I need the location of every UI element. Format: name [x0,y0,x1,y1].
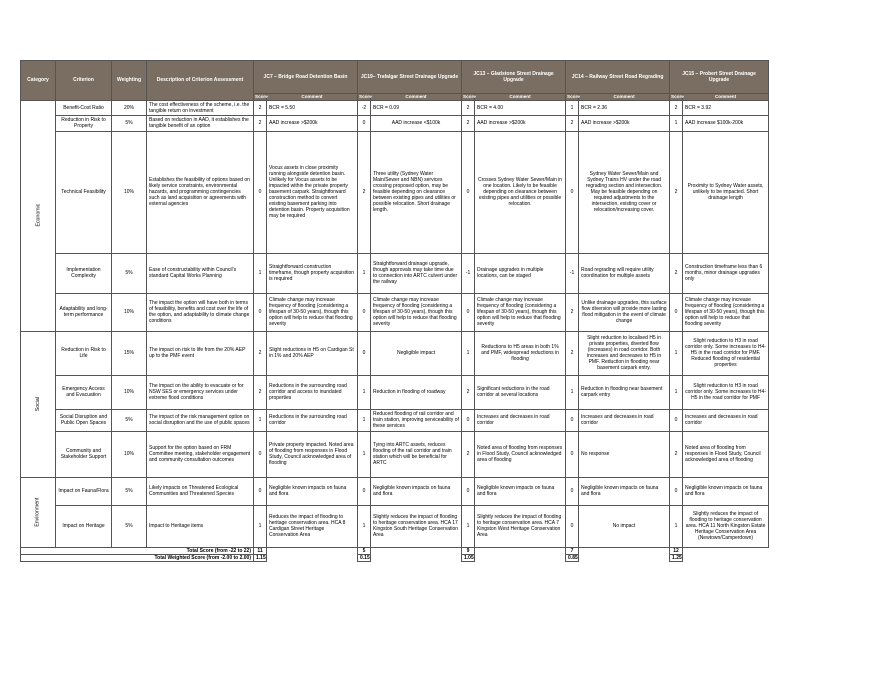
comment-cell: Increases and decreases in road corridor [475,409,566,431]
comment-cell: Tying into ARTC assets, reduces flooding of the rail corridor and train station which will be beneficial for ARTC [371,431,462,477]
option-header: JC15 – Probert Street Drainage Upgrade [670,61,769,94]
comment-cell: Noted area of flooding from responses in Flood Study, Council acknowledged area of flooding [475,431,566,477]
score-cell: 2 [566,115,579,131]
description-cell: The impact the option will have both in terms of feasibility, benefits and cost over the life of the option, and adaptability to climate change conditions [147,293,254,331]
option-header: JC14 – Railway Street Road Regrading [566,61,670,94]
comment-cell: Reduction in flooding near basement carpark entry [579,375,670,409]
description-cell: The impact of the risk management option on social disruption and the use of public spaces [147,409,254,431]
comment-cell: No response [579,431,670,477]
table-row [21,293,769,331]
category-label: Environment [34,497,41,527]
score-cell: 1 [670,375,683,409]
score-cell: 1 [254,253,267,293]
score-cell: 1 [358,431,371,477]
score-cell: 0 [254,293,267,331]
comment-cell: BCR = 5.50 [267,100,358,115]
comment-cell: Road regrading will require utility coordination for multiple assets [579,253,670,293]
weighting-cell: 20% [112,100,147,115]
weighting-cell: 15% [112,331,147,375]
comment-cell: Negligible known impacts on fauna and flora [475,477,566,505]
comment-cell: Slight reduction to H3 in road corridor only. Some increases to H4-H5 in the road corridor for PMF. Reduced flooding of residential properties [683,331,769,375]
comment-cell: Slight reductions in H5 on Cardigan St in 1% and 20% AEP [267,331,358,375]
weighting-cell: 5% [112,253,147,293]
comment-cell: Negligible known impacts on fauna and flora [683,477,769,505]
score-subheader: Score [463,94,476,99]
comment-subheader: Comment [475,94,566,101]
table-footer [21,547,769,561]
comment-cell: Climate change may increase frequency of flooding (considering a lifespan of 30-50 years), though this option will help to reduce that flooding severity [683,293,769,331]
score-cell: 2 [462,115,475,131]
score-cell: 2 [462,100,475,115]
criterion-cell: Community and Stakeholder Support [56,431,112,477]
category-cell [21,477,56,547]
table-body [21,100,769,547]
score-cell: 1 [462,505,475,547]
score-cell: 1 [358,253,371,293]
score-subheader: Score [671,94,684,99]
category-header: Category [21,61,56,101]
score-cell: 1 [462,331,475,375]
score-cell: 2 [670,100,683,115]
score-cell: 0 [462,477,475,505]
spacer [371,554,462,561]
comment-cell: Vocus assets in close proximity running alongside detention basin. Unlikely for Vocus assets to be impacted within the private property basement carpark. Straightforward construction method to convert existing basement parking into detention basin. Property acquisition may be required [267,131,358,253]
comment-cell: Straightforward construction timeframe, though property acquisition is required [267,253,358,293]
total-score: 9 [462,547,475,554]
comment-cell: Drainage upgrades in multiple locations, can be staged [475,253,566,293]
score-cell: 2 [566,293,579,331]
comment-cell: Negligible known impacts on fauna and flora [267,477,358,505]
description-cell: The impact on the ability to evacuate or for NSW SES or emergency services under extreme flood conditions [147,375,254,409]
comment-cell: Climate change may increase frequency of flooding (considering a lifespan of 30-50 years), though this option will help to reduce that flooding severity [475,293,566,331]
score-cell: 0 [566,131,579,253]
score-cell: 1 [670,115,683,131]
weighted-score-row [21,554,769,561]
score-cell: 1 [358,409,371,431]
score-subheader: Score [567,94,580,99]
comment-cell: AAD increase $100k-200k [683,115,769,131]
spacer [267,554,358,561]
spacer [579,554,670,561]
score-cell: 0 [462,409,475,431]
comment-cell: BCR = 2.36 [579,100,670,115]
weighting-cell: 5% [112,505,147,547]
criterion-cell: Reduction in Risk to Life [56,331,112,375]
score-cell: 1 [254,409,267,431]
score-cell: 1 [566,375,579,409]
table-row [21,477,769,505]
table-row [21,409,769,431]
table-row [21,505,769,547]
option-header: JC19– Trafalgar Street Drainage Upgrade [358,61,462,94]
score-cell: 2 [462,375,475,409]
criterion-cell: Impact on Fauna/Flora [56,477,112,505]
description-cell: Impact to Heritage items [147,505,254,547]
mca-table [20,60,769,562]
comment-cell: Crosses Sydney Water Sewer/Main in one location. Likely to be feasible depending on clearance between existing pipes and utilities or possible relocation. [475,131,566,253]
comment-cell: Increases and decreases in road corridor [579,409,670,431]
score-cell: 0 [462,293,475,331]
score-cell: 2 [254,375,267,409]
comment-cell: Slightly reduces the impact of flooding to heritage conservation area. HCA 17 Kingston South Heritage Conservation Area [371,505,462,547]
weighted-score-label: Total Weighted Score (from -2.00 to 2.00) [21,554,254,561]
score-cell: 0 [358,115,371,131]
score-cell: 0 [566,409,579,431]
table-row [21,431,769,477]
comment-cell: Reduced flooding of rail corridor and train station, improving serviceability of these services [371,409,462,431]
criterion-cell: Benefit-Cost Ratio [56,100,112,115]
score-cell: 0 [566,477,579,505]
comment-cell: Noted area of flooding from responses in Flood Study, Council acknowledged area of flooding [683,431,769,477]
score-cell: 0 [670,409,683,431]
comment-cell: Proximity to Sydney Water assets, unlikely to be impacted. Short drainage length [683,131,769,253]
comment-cell: Negligible known impacts on fauna and flora [579,477,670,505]
comment-cell: Reductions in the surrounding road corridor [267,409,358,431]
score-cell: 0 [670,477,683,505]
comment-cell: Slightly reduces the impact of flooding to heritage conservation area. HCA 11 North Kingston Estate Heritage Conservation Area (Newtown/Camperdown) [683,505,769,547]
description-cell: Establishes the feasibility of options based on likely service constraints, environmental hazards, and programming contingencies such as land acquisition or agreements with external agencies [147,131,254,253]
comment-subheader: Comment [683,94,769,101]
weighting-cell: 5% [112,115,147,131]
comment-cell: BCR = 3.92 [683,100,769,115]
score-subheader: Score [359,94,372,99]
comment-cell: Construction timeframe less than 6 months, minor drainage upgrades only [683,253,769,293]
comment-cell: Climate change may increase frequency of flooding (considering a lifespan of 30-50 years), though this option will help to reduce that flooding severity [371,293,462,331]
comment-subheader: Comment [267,94,358,101]
score-cell: 0 [566,505,579,547]
comment-cell: No impact [579,505,670,547]
score-cell: 1 [358,505,371,547]
spacer [371,547,462,554]
comment-cell: Reductions to H5 areas in both 1% and PMF, widespread reductions in flooding [475,331,566,375]
option-header: JC7 – Bridge Road Detention Basin [254,61,358,94]
comment-cell: Unlike drainage upgrades, this surface flow diversion will provide more lasting flood mitigation in the event of climate change [579,293,670,331]
comment-cell: Climate change may increase frequency of flooding (considering a lifespan of 30-50 years), though this option will help to reduce that flooding severity [267,293,358,331]
table-header [21,61,769,101]
comment-subheader: Comment [371,94,462,101]
spacer [683,547,769,554]
description-cell: Support for the option based on FRM Committee meeting, stakeholder engagement and community consultation outcomes [147,431,254,477]
weighting-cell: 10% [112,375,147,409]
table-row [21,253,769,293]
comment-cell: Three utility (Sydney Water Main/Sewer and NBN) services crossing proposed option, may be feasible depending on clearance between existing pipes and utilities or possible relocation. Short drainage length. [371,131,462,253]
spacer [267,547,358,554]
score-cell: 0 [254,477,267,505]
criterion-cell: Impact on Heritage [56,505,112,547]
criterion-header: Criterion [56,61,112,101]
criterion-cell: Implementation Complexity [56,253,112,293]
total-score: 11 [254,547,267,554]
score-cell: 2 [254,100,267,115]
description-header: Description of Criterion Assessment [147,61,254,101]
comment-cell: Negligible known impacts on fauna and flora [371,477,462,505]
comment-subheader: Comment [579,94,670,101]
score-cell: 0 [462,131,475,253]
weighting-cell: 5% [112,477,147,505]
score-cell: 1 [254,505,267,547]
criterion-cell: Reduction in Risk to Property [56,115,112,131]
criterion-cell: Technical Feasibility [56,131,112,253]
weighted-score: 1.25 [670,554,683,561]
score-cell: 0 [358,331,371,375]
description-cell: Based on reduction in AAD, it establishes the tangible benefit of an option [147,115,254,131]
total-score-label: Total Score (from -22 to 22) [21,547,254,554]
comment-cell: Slight reduction to localised H5 in private properties, diverted flow (increases) in road corridor. Both increases and decreases to H5 in PMF. Reduction in flooding near basement carpark entry. [579,331,670,375]
table-row [21,375,769,409]
comment-cell: AAD increase >$200k [475,115,566,131]
table-row [21,100,769,115]
comment-cell: Straightforward drainage upgrade, though approvals may take time due to connection into ARTC culvert under the railway [371,253,462,293]
spacer [475,547,566,554]
total-score-row [21,547,769,554]
comment-cell: Increases and decreases in road corridor [683,409,769,431]
criterion-cell: Adaptability and long-term performance [56,293,112,331]
score-cell: 1 [566,100,579,115]
category-cell [21,100,56,331]
table-row [21,115,769,131]
score-cell: 2 [358,131,371,253]
comment-cell: AAD increase >$200k [267,115,358,131]
weighted-score: 1.05 [462,554,475,561]
weighting-cell: 5% [112,409,147,431]
category-label: Economic [34,204,41,227]
total-score: 12 [670,547,683,554]
weighted-score: 0.15 [358,554,371,561]
comment-cell: Sydney Water Sewer/Main and Sydney Trains HV under the road regrading section and intersection. May be feasible depending on required adjustments to the intersection, existing cover or relocation/increasing cover. [579,131,670,253]
score-cell: 0 [254,131,267,253]
comment-cell: AAD increase >$200k [579,115,670,131]
table-row [21,331,769,375]
score-cell: 0 [358,477,371,505]
score-cell: 2 [254,115,267,131]
score-cell: 0 [670,293,683,331]
criterion-cell: Social Disruption and Public Open Spaces [56,409,112,431]
spacer [579,547,670,554]
score-cell: 0 [566,431,579,477]
weighting-cell: 10% [112,431,147,477]
weighting-cell: 10% [112,293,147,331]
option-header: JC13 – Gladstone Street Drainage Upgrade [462,61,566,94]
score-cell: -2 [358,100,371,115]
comment-cell: AAD increase <$100k [371,115,462,131]
weighting-header: Weighting [112,61,147,101]
comment-cell: Reduces the impact of flooding to heritage conservation area. HCA 8 Cardigan Street Heritage Conservation Area [267,505,358,547]
comment-cell: BCR = 4.00 [475,100,566,115]
description-cell: The impact on risk to life from the 20% AEP up to the PMF event [147,331,254,375]
weighting-cell: 10% [112,131,147,253]
score-cell: 2 [566,331,579,375]
score-cell: 2 [670,253,683,293]
score-cell: 1 [358,375,371,409]
score-cell: 2 [254,331,267,375]
category-label: Social [34,396,41,412]
spacer [683,554,769,561]
total-score: 7 [566,547,579,554]
total-score: 5 [358,547,371,554]
criterion-cell: Emergency Access and Evacuation [56,375,112,409]
score-cell: 0 [358,293,371,331]
comment-cell: Negligible impact [371,331,462,375]
description-cell: The cost effectiveness of the scheme, i.e. the tangible return on investment [147,100,254,115]
spacer [475,554,566,561]
comment-cell: Significant reductions in the road corridor at several locations [475,375,566,409]
table-row [21,131,769,253]
comment-cell: Slightly reduces the impact of flooding to heritage conservation area. HCA 7 Kingston West Heritage Conservation Area [475,505,566,547]
score-cell: -1 [462,253,475,293]
description-cell: Ease of constructability within Council's standard Capital Works Planning [147,253,254,293]
comment-cell: Slight reduction to H3 in road corridor only. Some increases to H4-H5 in the road corridor for PMF [683,375,769,409]
description-cell: Likely impacts on Threatened Ecological Communities and Threatened Species [147,477,254,505]
score-cell: 1 [670,505,683,547]
score-cell: 2 [670,431,683,477]
score-cell: 2 [670,131,683,253]
comment-cell: Reduction in flooding of roadway [371,375,462,409]
score-cell: 2 [462,431,475,477]
weighted-score: 0.85 [566,554,579,561]
score-cell: 1 [670,331,683,375]
category-cell [21,331,56,477]
score-cell: 0 [254,431,267,477]
score-subheader: Score [255,94,268,99]
comment-cell: BCR = 0.09 [371,100,462,115]
score-cell: -1 [566,253,579,293]
comment-cell: Reductions in the surrounding road corridor and access to inundated properties [267,375,358,409]
comment-cell: Private property impacted. Noted area of flooding from responses in Flood Study, Council acknowledged area of flooding [267,431,358,477]
weighted-score: 1.15 [254,554,267,561]
